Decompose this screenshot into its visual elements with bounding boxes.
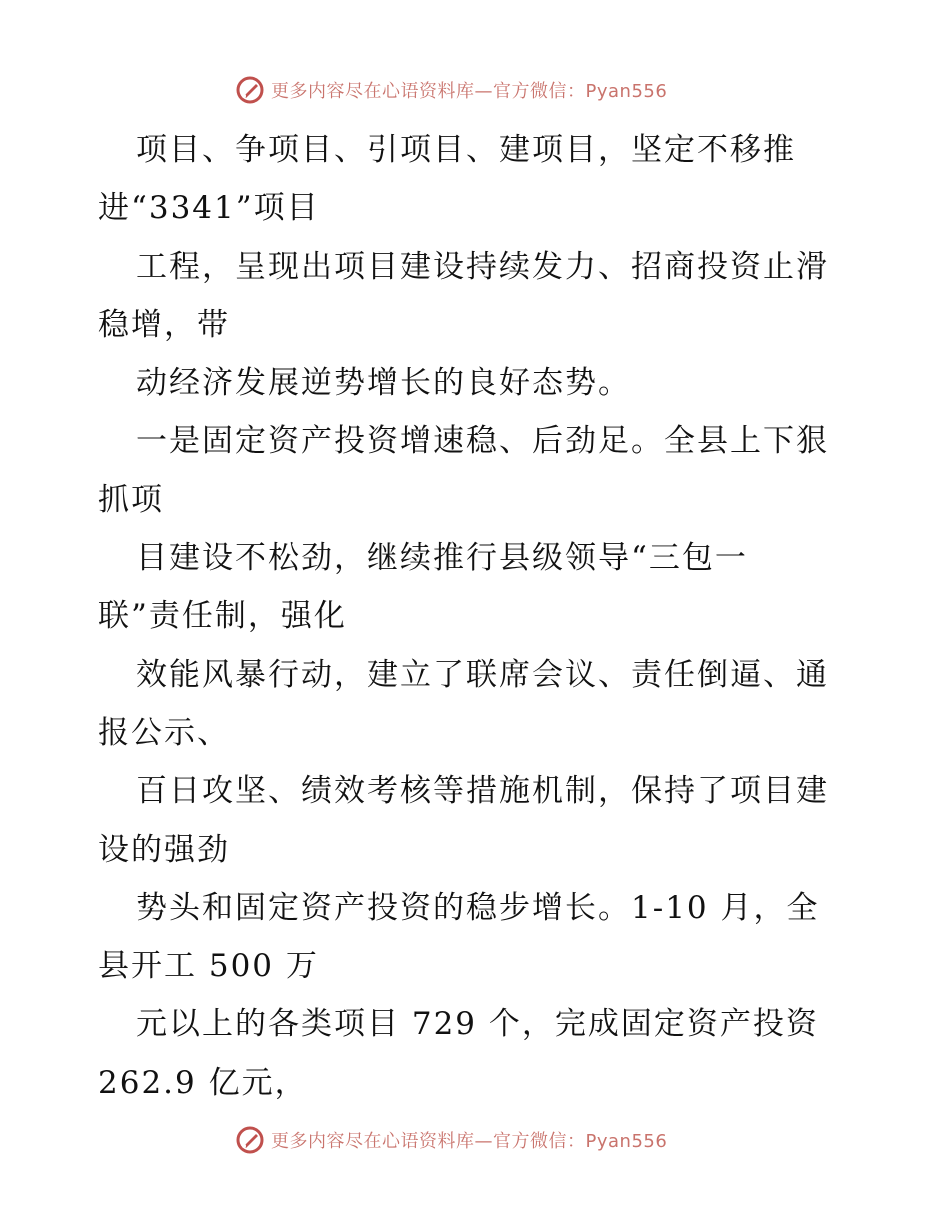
pen-logo-icon — [235, 75, 265, 105]
text-line: 设的强劲 — [98, 831, 230, 868]
text-line: 百日攻坚、绩效考核等措施机制，保持了项目建 — [136, 773, 829, 810]
text-line: 元以上的各类项目 729 个，完成固定资产投资 — [136, 1006, 819, 1043]
text-line: 262.9 亿元， — [98, 1064, 308, 1101]
header-watermark — [235, 72, 667, 108]
watermark-text: 更多内容尽在心语资料库—官方微信：Pyan556 — [271, 81, 668, 102]
text-line: 势头和固定资产投资的稳步增长。1-10 月，全 — [136, 889, 820, 926]
text-line: 动经济发展逆势增长的良好态势。 — [136, 365, 631, 402]
text-line: 县开工 500 万 — [98, 948, 319, 985]
text-line: 进“3341”项目 — [98, 190, 320, 227]
watermark-text: 更多内容尽在心语资料库—官方微信：Pyan556 — [271, 1131, 668, 1152]
text-line: 工程，呈现出项目建设持续发力、招商投资止滑 — [136, 248, 829, 285]
text-line: 联”责任制，强化 — [98, 598, 347, 635]
footer-watermark — [235, 1122, 667, 1158]
text-line: 报公示、 — [98, 714, 230, 751]
text-line: 项目、争项目、引项目、建项目，坚定不移推 — [136, 132, 796, 168]
pen-logo-icon — [235, 1125, 265, 1155]
text-line: 效能风暴行动，建立了联席会议、责任倒逼、通 — [136, 656, 829, 693]
text-line: 一是固定资产投资增速稳、后劲足。全县上下狠 — [136, 423, 829, 460]
text-line: 抓项 — [98, 481, 164, 518]
text-line: 稳增，带 — [98, 306, 230, 343]
text-line: 目建设不松劲，继续推行县级领导“三包一 — [136, 540, 748, 577]
document-body — [98, 121, 858, 1112]
